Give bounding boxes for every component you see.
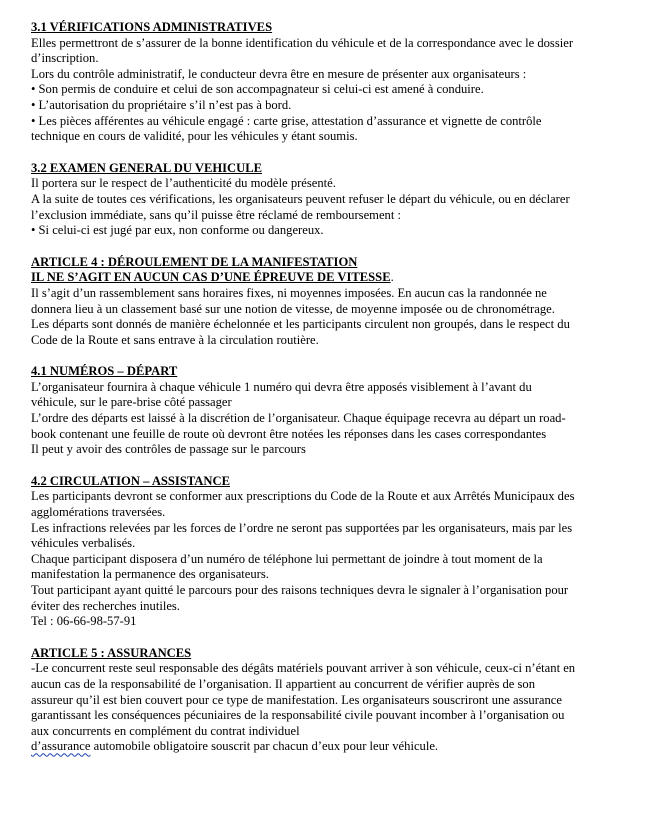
article-4	[31, 255, 639, 349]
section-3-2	[31, 161, 639, 239]
text-line: véhicules verbalisés.	[31, 536, 136, 551]
text-line: Tout participant ayant quitté le parcours pour des raisons techniques devra le signaler à l’organisation pour	[31, 583, 569, 597]
text-line: Les participants devront se conformer aux prescriptions du Code de la Route et aux Arrêtés Municipaux des	[31, 489, 575, 504]
article-subheading	[31, 270, 639, 286]
warning-heading: IL NE S’AGIT EN AUCUN CAS D’UNE ÉPREUVE DE VITESSE	[31, 270, 391, 285]
spellcheck-marked-word: d’assurance	[31, 739, 91, 754]
section-heading: 3.2 EXAMEN GENERAL DU VEHICULE	[31, 160, 263, 175]
text-line	[31, 739, 639, 755]
text-line: Il portera sur le respect de l’authenticité du modèle présenté.	[31, 176, 336, 191]
text-line: Il s’agit d’un rassemblement sans horaires fixes, ni moyennes imposées. En aucun cas la randonnée ne	[31, 285, 547, 300]
text-line: Chaque participant disposera d’un numéro de téléphone lui permettant de joindre à tout moment de la	[31, 551, 543, 566]
text-line: A la suite de toutes ces vérifications, les organisateurs peuvent refuser le départ du véhicule, ou en déclarer	[31, 191, 570, 206]
spacer	[31, 458, 639, 474]
section-4-1	[31, 364, 639, 458]
article-heading: ARTICLE 5 : ASSURANCES	[31, 645, 192, 660]
text-line: book contenant une feuille de route où devront être notées les réponses dans les cases correspondantes	[31, 426, 547, 441]
bullet-line: • Les pièces afférentes au véhicule engagé : carte grise, attestation d’assurance et vignette de contrôle	[31, 113, 542, 128]
text-line: Les infractions relevées par les forces de l’ordre ne seront pas supportées par les organisateurs, mais par les	[31, 520, 573, 535]
text-line: L’organisateur fournira à chaque véhicule 1 numéro qui devra être apposés visiblement à l’avant du	[31, 379, 532, 394]
text-line: garantissant les conséquences pécuniaires de la responsabilité civile pouvant incomber à l’organisation ou	[31, 708, 565, 723]
heading-period: .	[390, 270, 394, 285]
section-heading: 4.1 NUMÉROS – DÉPART	[31, 364, 178, 379]
bullet-line: • Son permis de conduire et celui de son accompagnateur si celui-ci est amené à conduire.	[31, 82, 484, 97]
text-line: aucun cas de la responsabilité de l’organisation. Il appartient au concurrent de vérifier auprès de son	[31, 676, 536, 691]
article-heading: ARTICLE 4 : DÉROULEMENT DE LA MANIFESTATION	[31, 254, 358, 269]
text-line: -Le concurrent reste seul responsable des dégâts matériels pouvant arriver à son véhicule, ceux-ci n’étant en	[31, 661, 576, 676]
bullet-line: • Si celui-ci est jugé par eux, non conforme ou dangereux.	[31, 223, 324, 238]
text-line: aux concurrents en complément du contrat individuel	[31, 723, 300, 738]
text-line: éviter des recherches inutiles.	[31, 598, 180, 613]
phone-line: Tel : 06-66-98-57-91	[31, 614, 137, 629]
bullet-line: • L’autorisation du propriétaire s’il n’est pas à bord.	[31, 97, 292, 112]
section-heading: 4.2 CIRCULATION – ASSISTANCE	[31, 473, 230, 488]
text-line: l’exclusion immédiate, sans qu’il puisse être réclamé de remboursement :	[31, 207, 401, 222]
text-line: Lors du contrôle administratif, le conducteur devra être en mesure de présenter aux organisateurs :	[31, 66, 527, 81]
text-line: Il peut y avoir des contrôles de passage sur le parcours	[31, 442, 306, 457]
spacer	[31, 239, 639, 255]
text-fragment: automobile obligatoire souscrit par chacun d’eux pour leur véhicule.	[90, 739, 439, 754]
text-line: agglomérations traversées.	[31, 505, 166, 520]
section-3-1	[31, 20, 639, 145]
article-5	[31, 646, 639, 755]
text-line: donnera lieu à un classement basé sur une notion de vitesse, de moyenne imposée ou de chronométrage.	[31, 301, 555, 316]
section-heading: 3.1 VÉRIFICATIONS ADMINISTRATIVES	[31, 20, 273, 34]
text-line: assureur qu’il est bien couvert pour ce type de manifestation. Les organisateurs souscriront une assurance	[31, 692, 562, 707]
text-line: L’ordre des départs est laissé à la discrétion de l’organisateur. Chaque équipage recevra au départ un road-	[31, 411, 566, 426]
text-line: d’inscription.	[31, 51, 99, 66]
text-line: Code de la Route et sans entrave à la circulation routière.	[31, 332, 319, 347]
text-line: manifestation la permanence des organisateurs.	[31, 567, 269, 582]
section-4-2	[31, 474, 639, 630]
text-line: technique en cours de validité, pour les véhicules y étant soumis.	[31, 129, 358, 144]
spacer	[31, 145, 639, 161]
spacer	[31, 348, 639, 364]
text-line: Elles permettront de s’assurer de la bonne identification du véhicule et de la correspondance avec le dossier	[31, 35, 574, 50]
text-line: Les départs sont donnés de manière échelonnée et les participants circulent non groupés, dans le respect du	[31, 317, 570, 332]
text-line: véhicule, sur le pare-brise côté passager	[31, 395, 232, 410]
spacer	[31, 630, 639, 646]
